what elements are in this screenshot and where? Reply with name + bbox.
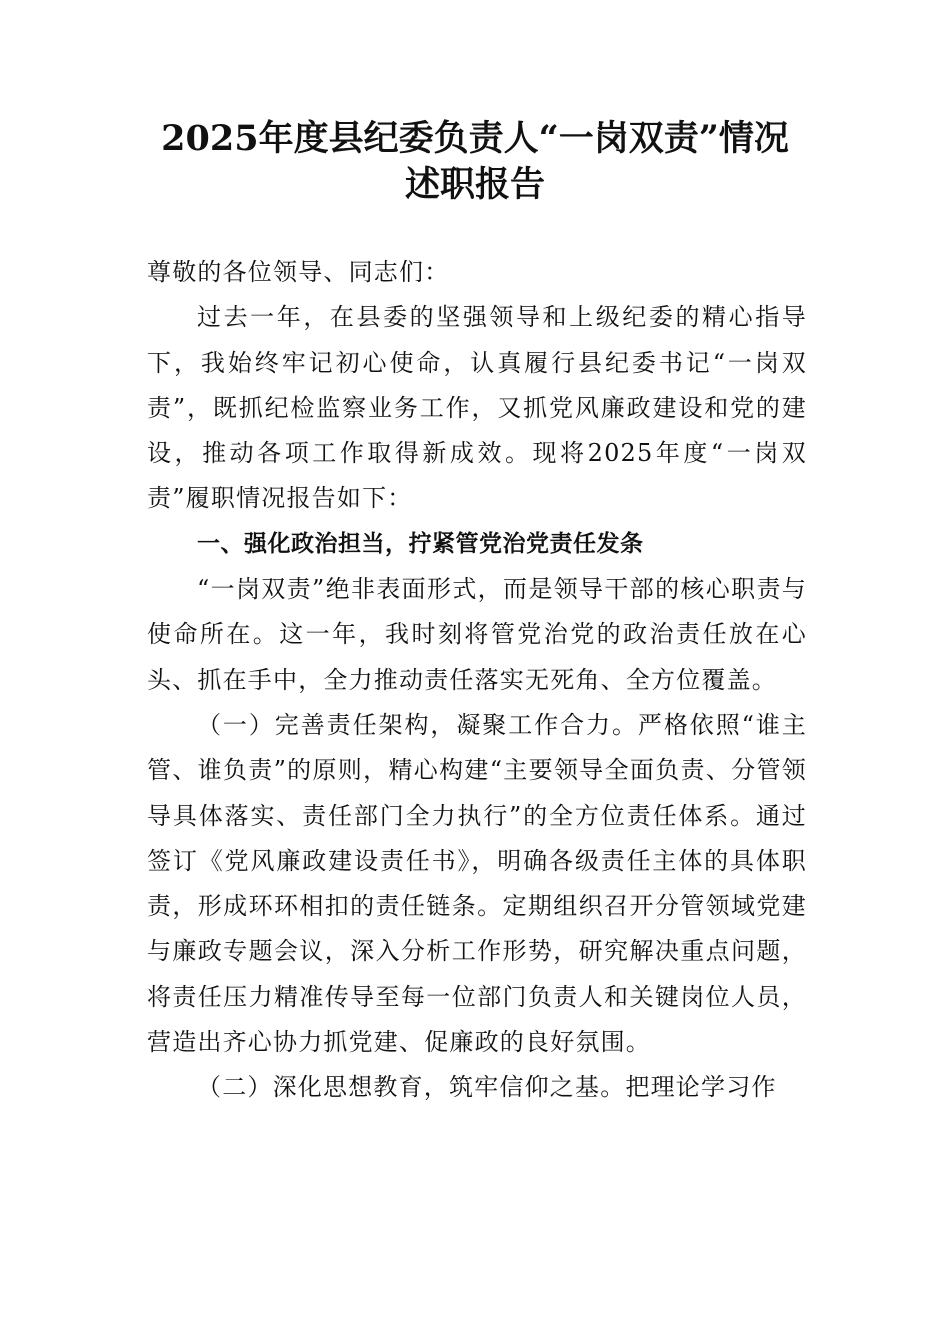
title-line-2: 述职报告 — [404, 164, 545, 205]
intro-paragraph: 过去一年，在县委的坚强领导和上级纪委的精心指导下，我始终牢记初心使命，认真履行县纪委书记“一岗双责”，既抓纪检监察业务工作，又抓党风廉政建设和党的建设，推动各项工作取得新成效。现将2025年度“一岗双责”履职情况报告如下： — [147, 303, 807, 513]
item-2-paragraph: （二）深化思想教育，筑牢信仰之基。把理论学习作 — [197, 1073, 777, 1102]
title-line-1: 2025年度县纪委负责人“一岗双责”情况 — [161, 118, 789, 159]
section-1-paragraph: “一岗双责”绝非表面形式，而是领导干部的核心职责与使命所在。这一年，我时刻将管党治党的政治责任放在心头、抓在手中，全力推动责任落实无死角、全方位覆盖。 — [147, 575, 807, 694]
item-1-paragraph: （一）完善责任架构，凝聚工作合力。严格依照“谁主管、谁负责”的原则，精心构建“主要领导全面负责、分管领导具体落实、责任部门全力执行”的全方位责任体系。通过签订《党风廉政建设责任书》，明确各级责任主体的具体职责，形成环环相扣的责任链条。定期组织召开分管领域党建与廉政专题会议，深入分析工作形势，研究解决重点问题，将责任压力精准传导至每一位部门负责人和关键岗位人员，营造出齐心协力抓党建、促廉政的良好氛围。 — [147, 710, 807, 1057]
salutation: 尊敬的各位领导、同志们： — [147, 258, 450, 286]
document-body — [147, 250, 807, 1111]
section-1-heading: 一、强化政治担当，拧紧管党治党责任发条 — [197, 530, 644, 557]
document-title — [100, 116, 850, 208]
